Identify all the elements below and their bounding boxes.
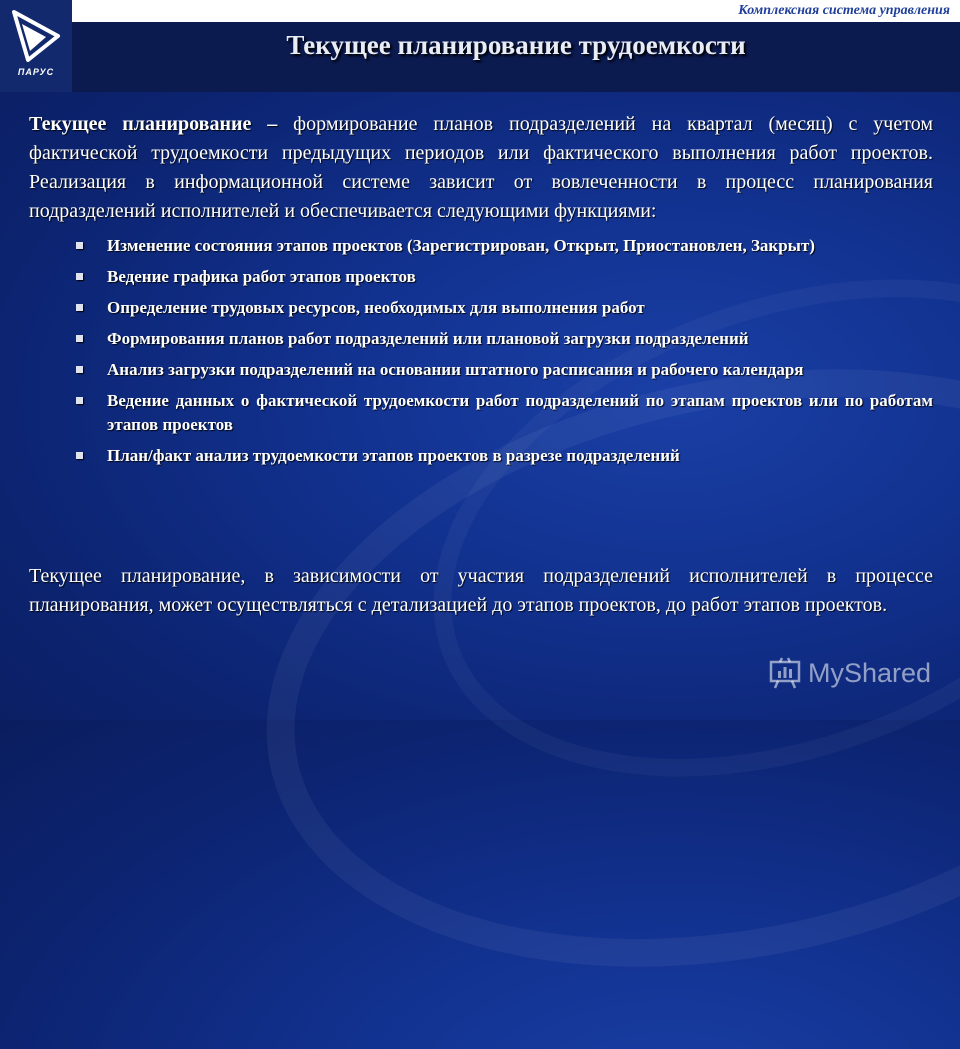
logo bbox=[0, 0, 72, 92]
square-bullet-icon bbox=[76, 366, 83, 373]
square-bullet-icon bbox=[76, 273, 83, 280]
system-name: Комплексная система управления bbox=[738, 3, 950, 18]
watermark-text: MyShared bbox=[808, 657, 932, 688]
list-item bbox=[76, 389, 933, 437]
conclusion-paragraph: Текущее планирование, в зависимости от участия подразделений исполнителей в процессе планирования, может осуществляться с детализацией до этапов проектов, до работ этапов проектов. bbox=[29, 565, 933, 616]
list-item-text: Формирования планов работ подразделений или плановой загрузки подразделений bbox=[107, 329, 749, 348]
page-title: Текущее планирование трудоемкости bbox=[286, 30, 746, 60]
square-bullet-icon bbox=[76, 335, 83, 342]
slide-content bbox=[29, 110, 933, 475]
list-item-text: Определение трудовых ресурсов, необходимых для выполнения работ bbox=[107, 298, 645, 317]
intro-text: формирование планов подразделений на квартал (месяц) с учетом фактической трудоемкости предыдущих периодов или фактического выполнения работ проектов. Реализация в информационной системе зависит от вовлеченности в процесс планирования подразделений исполнителей и обеспечивается следующими функциями: bbox=[29, 113, 933, 222]
list-item-text: Изменение состояния этапов проектов (Зарегистрирован, Открыт, Приостановлен, Закрыт) bbox=[107, 236, 815, 255]
square-bullet-icon bbox=[76, 397, 83, 404]
square-bullet-icon bbox=[76, 304, 83, 311]
intro-paragraph bbox=[29, 110, 933, 226]
list-item-text: План/факт анализ трудоемкости этапов проектов в разрезе подразделений bbox=[107, 446, 680, 465]
list-item bbox=[76, 234, 933, 258]
list-item-text: Анализ загрузки подразделений на основании штатного расписания и рабочего календаря bbox=[107, 360, 804, 379]
slide-header bbox=[0, 0, 960, 92]
list-item bbox=[76, 265, 933, 289]
list-item bbox=[76, 327, 933, 351]
list-item bbox=[76, 444, 933, 468]
list-item-text: Ведение данных о фактической трудоемкости работ подразделений по этапам проектов или по работам этапов проектов bbox=[107, 391, 933, 434]
square-bullet-icon bbox=[76, 452, 83, 459]
logo-text: ПАРУС bbox=[17, 67, 55, 77]
sail-logo-icon bbox=[6, 6, 66, 66]
list-item-text: Ведение графика работ этапов проектов bbox=[107, 267, 416, 286]
top-strip bbox=[72, 0, 960, 22]
square-bullet-icon bbox=[76, 242, 83, 249]
list-item bbox=[76, 296, 933, 320]
list-item bbox=[76, 358, 933, 382]
presentation-board-icon bbox=[768, 656, 802, 690]
intro-term: Текущее планирование – bbox=[29, 113, 278, 135]
function-list bbox=[29, 234, 933, 468]
watermark bbox=[768, 655, 931, 691]
